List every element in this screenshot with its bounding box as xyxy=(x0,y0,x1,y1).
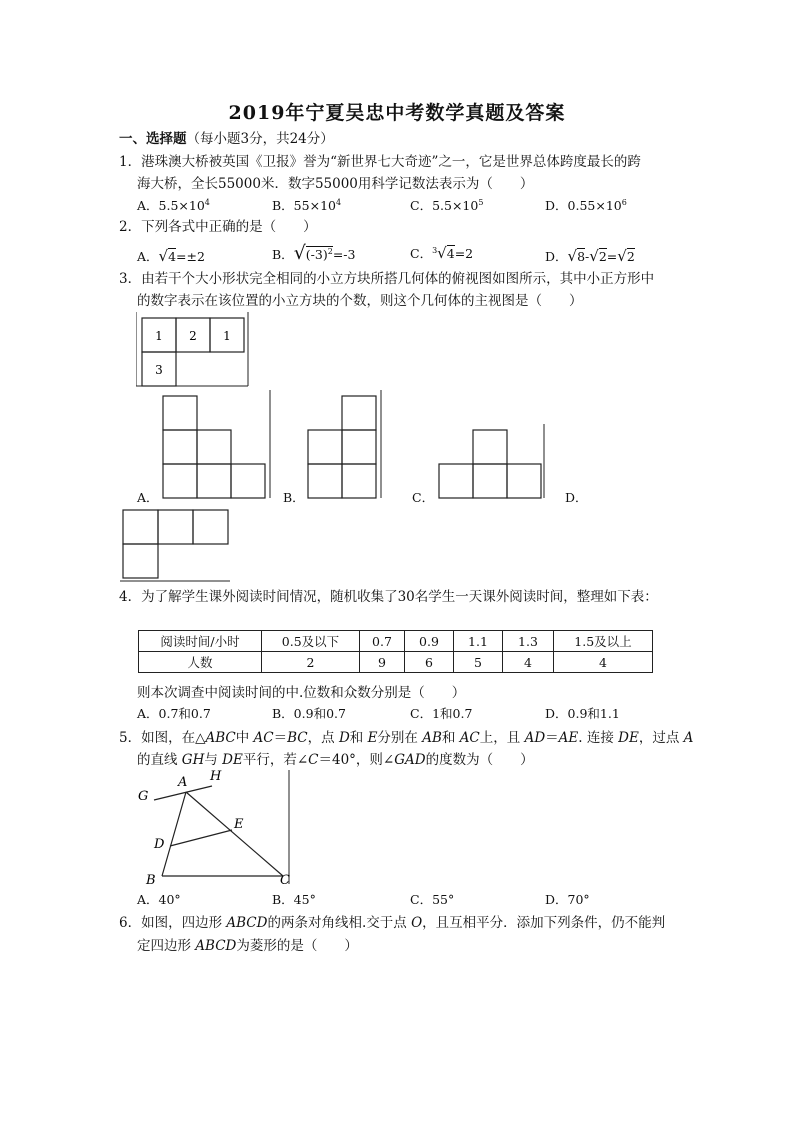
top-view-number: 3 xyxy=(155,363,163,377)
table-header-cell: 1.3 xyxy=(503,631,554,652)
table-cell: 4 xyxy=(503,652,554,673)
section-label: 一、选择题 xyxy=(119,131,187,147)
q3-option-c-figure xyxy=(436,424,548,500)
q4-option-a: A．0.7和0.7 xyxy=(137,706,211,721)
q5-line2: 的直线 GH与 DE平行，若∠C＝40°，则∠GAD的度数为（ ） xyxy=(137,752,534,768)
q4-table xyxy=(138,630,653,673)
label-a: A xyxy=(178,775,188,790)
label-g: G xyxy=(138,789,149,804)
q3-option-b-figure xyxy=(305,390,385,500)
q1-option-b: B．$55\times 10^4$ xyxy=(272,197,342,213)
q4-line2: 则本次调查中阅读时间的中.位数和众数分别是（ ） xyxy=(137,685,466,701)
label-e: E xyxy=(234,817,244,832)
table-cell: 5 xyxy=(454,652,503,673)
q6-line2: 定四边形 ABCD为菱形的是（ ） xyxy=(137,938,358,954)
top-view-number: 1 xyxy=(155,329,163,343)
q1-line2: 海大桥，全长55000米．数字55000用科学记数法表示为（ ） xyxy=(137,176,534,192)
q1-option-d: D．$0.55\times 10^6$ xyxy=(545,197,627,213)
q2-option-b: B．$√(-3)^2=-3$ xyxy=(272,242,356,264)
top-view-number: 2 xyxy=(189,329,197,343)
table-cell: 9 xyxy=(360,652,405,673)
q3-option-c-label: C． xyxy=(412,490,435,505)
q5-option-b: B．45° xyxy=(272,892,316,907)
table-row-label: 人数 xyxy=(139,652,262,673)
q3-top-view xyxy=(136,312,252,388)
q2-option-c: C．$^3$√4=2 xyxy=(410,244,474,262)
section-heading xyxy=(119,130,334,148)
q3-line2: 的数字表示在该位置的小立方块的个数，则这个几何体的主视图是（ ） xyxy=(137,293,583,309)
q2-option-d: D．√8-√2=√2 xyxy=(545,247,635,265)
table-row xyxy=(139,652,653,673)
table-header-cell: 0.7 xyxy=(360,631,405,652)
table-header-cell: 0.9 xyxy=(405,631,454,652)
table-header-cell: 1.1 xyxy=(454,631,503,652)
q4-option-c: C．1和0.7 xyxy=(410,706,473,721)
table-header-cell: 0.5及以下 xyxy=(262,631,360,652)
q4-option-b: B．0.9和0.7 xyxy=(272,706,346,721)
q5-option-a: A．40° xyxy=(137,892,181,907)
label-c: C xyxy=(280,873,290,888)
page-title: 2019年宁夏吴忠中考数学真题及答案 xyxy=(228,102,566,124)
label-h: H xyxy=(210,769,222,784)
table-cell: 2 xyxy=(262,652,360,673)
label-d: D xyxy=(154,837,165,852)
q3-option-a-figure xyxy=(160,390,275,500)
q5-option-c: C．55° xyxy=(410,892,455,907)
top-view-number: 1 xyxy=(223,329,231,343)
label-b: B xyxy=(146,873,156,888)
q2-option-a: A．√4=±2 xyxy=(137,247,205,265)
segment-de xyxy=(170,830,232,846)
q2-line1: 2．下列各式中正确的是（ ） xyxy=(119,219,317,235)
q1-option-c: C．$5.5\times 10^5$ xyxy=(410,197,484,213)
segment-ac xyxy=(186,792,283,876)
table-header-cell: 1.5及以上 xyxy=(554,631,653,652)
table-cell: 4 xyxy=(554,652,653,673)
section-note: （每小题3分，共24分） xyxy=(186,131,334,147)
table-cell: 6 xyxy=(405,652,454,673)
q3-option-b-label: B． xyxy=(283,490,305,505)
q3-option-d-label: D． xyxy=(565,490,588,505)
table-header-cell: 阅读时间/小时 xyxy=(139,631,262,652)
q3-option-a-label: A． xyxy=(137,490,159,505)
table-row xyxy=(139,631,653,652)
q4-option-d: D．0.9和1.1 xyxy=(545,706,620,721)
q5-option-d: D．70° xyxy=(545,892,590,907)
q5-triangle-figure xyxy=(132,768,296,888)
q4-line1: 4．为了解学生课外阅读时间情况，随机收集了30名学生一天课外阅读时间，整理如下表： xyxy=(119,589,658,605)
q6-line1: 6．如图，四边形 ABCD的两条对角线相.交于点 O，且互相平分．添加下列条件，仍不能判 xyxy=(119,915,666,931)
q5-line1: 5．如图，在△ABC中 AC＝BC，点 D和 E分别在 AB和 AC上，且 AD＝AE. 连接 DE，过点 A xyxy=(119,730,694,746)
q3-option-d-figure xyxy=(120,506,232,584)
q1-line1: 1．港珠澳大桥被英国《卫报》誉为“新世界七大奇迹”之一，它是世界总体跨度最长的跨 xyxy=(119,154,641,170)
segment-ab xyxy=(162,792,186,876)
q3-line1: 3．由若干个大小形状完全相同的小立方块所搭几何体的俯视图如图所示，其中小正方形中 xyxy=(119,271,655,287)
q1-option-a: A．$5.5\times 10^4$ xyxy=(137,197,210,213)
